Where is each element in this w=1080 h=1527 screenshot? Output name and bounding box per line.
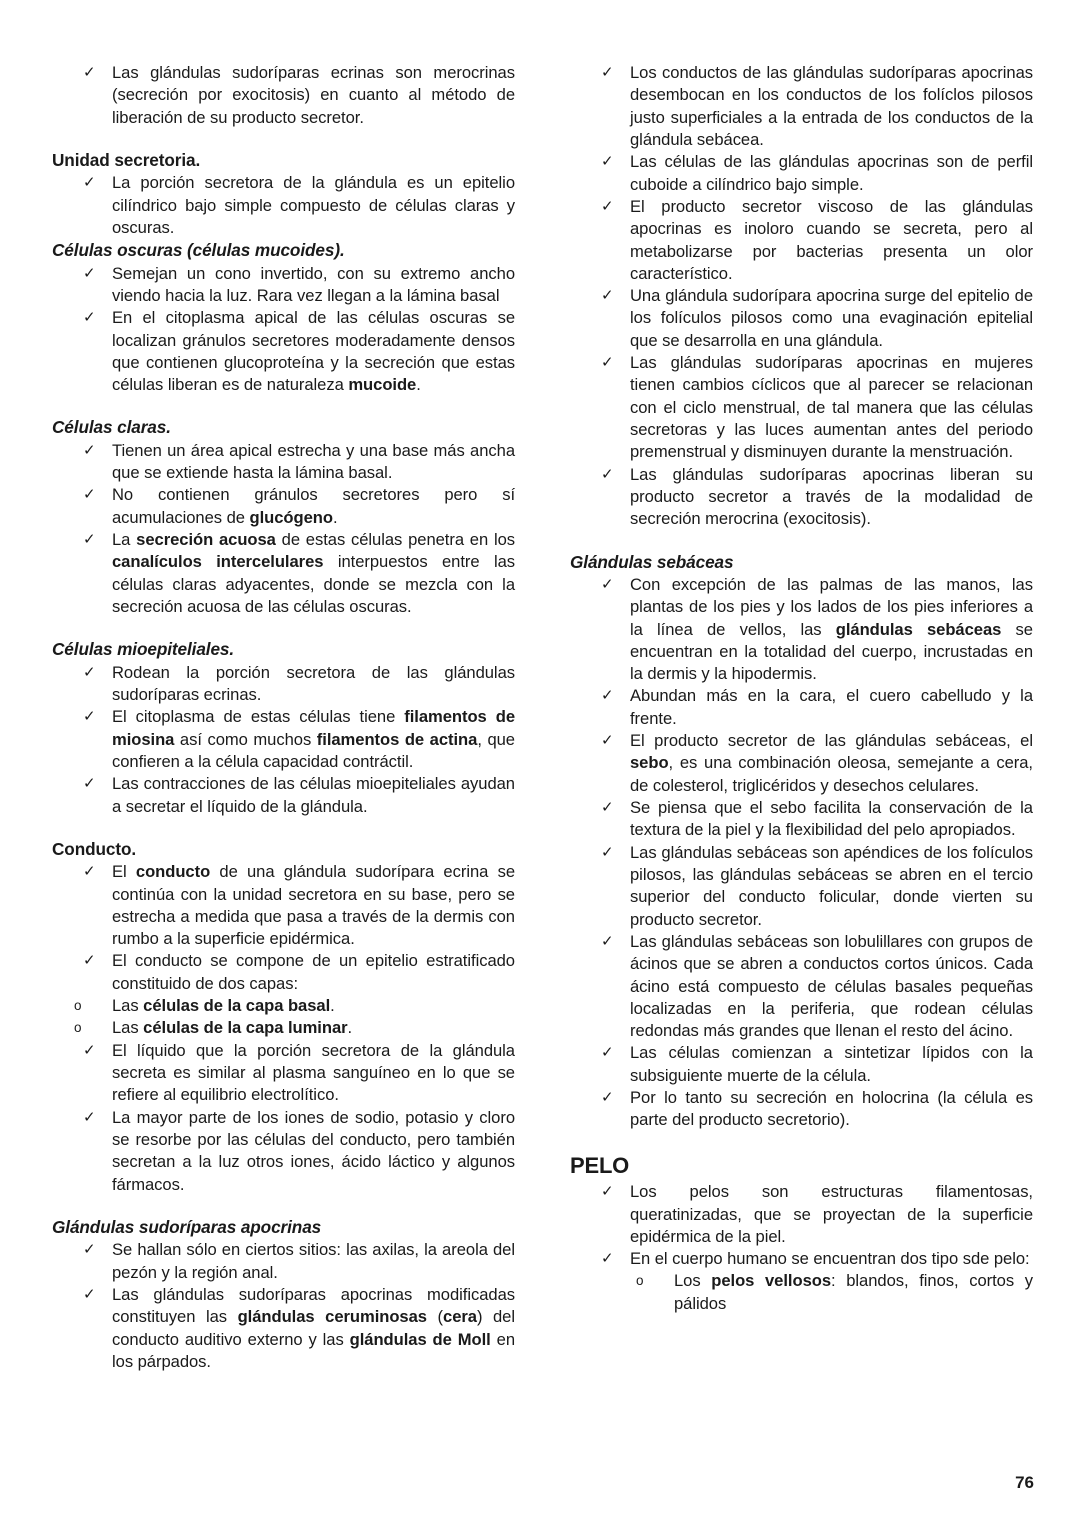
list-item-text: Las glándulas sudoríparas apocrinas modificadas constituyen las glándulas ceruminosas (cera) del conducto auditivo externo y las glándulas de Moll en los párpados.: [112, 1284, 515, 1371]
check-marker-icon: ✓: [601, 1250, 614, 1268]
list-item: [52, 1107, 515, 1196]
list-item-text: La porción secretora de la glándula es un epitelio cilíndrico bajo simple compuesto de células claras y oscuras.: [112, 173, 515, 237]
bullet-list: [52, 62, 515, 129]
check-marker-icon: ✓: [601, 687, 614, 705]
check-marker-icon: ✓: [83, 264, 96, 282]
check-marker-icon: ✓: [601, 1183, 614, 1201]
check-marker-icon: ✓: [601, 799, 614, 817]
check-marker-icon: ✓: [601, 843, 614, 861]
list-item-text: Con excepción de las palmas de las manos, las plantas de los pies y los lados de los pies inferiores a la línea de vellos, las glándulas sebáceas se encuentran en la totalidad del cuerpo, incrustadas en la dermis y la hipodermis.: [630, 574, 1033, 684]
list-item: [570, 1087, 1033, 1132]
list-item-text: El conducto se compone de un epitelio estratificado constituido de dos capas:: [112, 951, 515, 993]
emphasis-term: células de la capa basal: [143, 996, 331, 1016]
sub-bullet-list: [52, 995, 515, 1040]
list-item-text: Las glándulas sudoríparas apocrinas liberan su producto secretor a través de la modalidad de secreción merocrina (exocitosis).: [630, 464, 1033, 529]
check-marker-icon: ✓: [83, 1241, 96, 1259]
emphasis-term: glándulas ceruminosas: [237, 1307, 427, 1327]
emphasis-term: canalículos intercelulares: [112, 552, 324, 572]
list-item-text: Las glándulas sudoríparas ecrinas son merocrinas (secreción por exocitosis) en cuanto al método de liberación de su producto secretor.: [112, 63, 515, 127]
list-item: [52, 529, 515, 618]
list-item-text: El citoplasma de estas células tiene filamentos de miosina así como muchos filamentos de actina, que confieren a la célula capacidad contráctil.: [112, 707, 515, 771]
list-item-text: El conducto de una glándula sudorípara ecrina se continúa con la unidad secretora en su base, pero se estrecha a medida que pasa a través de la dermis con rumbo a la superficie epidérmica.: [112, 862, 515, 949]
list-item-text: En el citoplasma apical de las células oscuras se localizan gránulos secretores moderadamente densos que contienen glucoproteína y la secreción que estas células liberan es de naturaleza mucoide.: [112, 308, 515, 395]
list-item-text: El líquido que la porción secretora de la glándula secreta es similar al plasma sanguíneo en lo que se refiere al equilibrio electrolítico.: [112, 1040, 515, 1105]
check-marker-icon: ✓: [601, 64, 614, 81]
list-item: [52, 1284, 515, 1373]
emphasis-term: glándulas sebáceas: [835, 619, 1002, 639]
emphasis-term: conducto: [135, 862, 211, 882]
section-heading: PELO: [570, 1152, 630, 1178]
list-item-text: No contienen gránulos secretores pero sí acumulaciones de glucógeno.: [112, 485, 515, 527]
check-marker-icon: ✓: [601, 1089, 614, 1107]
bullet-list: [570, 1181, 1033, 1270]
sub-list-item: [52, 1017, 515, 1039]
vertical-spacer: [52, 396, 515, 416]
emphasis-term: filamentos de miosina: [112, 707, 515, 749]
list-item-text: Semejan un cono invertido, con su extremo ancho viendo hacia la luz. Rara vez llegan a la lámina basal: [112, 263, 515, 305]
emphasis-term: mucoide: [348, 375, 417, 395]
nested-list-wrapper: [570, 1270, 1033, 1315]
list-item-text: La mayor parte de los iones de sodio, potasio y cloro se resorbe por las células del conducto, pero también secretan a la luz otros iones, ácido láctico y algunos fármacos.: [112, 1107, 515, 1194]
list-item: [570, 685, 1033, 730]
list-item: [570, 196, 1033, 285]
list-item-text: Por lo tanto su secreción en holocrina (la célula es parte del producto secretorio).: [630, 1088, 1033, 1130]
list-item: [52, 484, 515, 529]
list-item: [570, 730, 1033, 797]
list-item-text: Una glándula sudorípara apocrina surge del epitelio de los folículos pilosos como una evaginación epitelial que se desarrolla en una glándula.: [630, 286, 1033, 350]
list-item: [570, 464, 1033, 531]
section-heading: Unidad secretoria.: [52, 149, 201, 170]
list-item-text: Las contracciones de las células mioepiteliales ayudan a secretar el líquido de la glándula.: [112, 774, 515, 816]
check-marker-icon: ✓: [601, 932, 614, 950]
list-item-text: Tienen un área apical estrecha y una base más ancha que se extiende hasta la lámina basal.: [112, 440, 515, 483]
emphasis-term: cera: [443, 1307, 477, 1327]
check-marker-icon: ✓: [83, 486, 96, 504]
vertical-spacer: [52, 129, 515, 149]
list-item-text: Los conductos de las glándulas sudoríparas apocrinas desembocan en los conductos de los folíclos pilosos justo superficiales a la entrada de los conductos de la glándula sebácea.: [630, 63, 1033, 149]
section-heading: Conducto.: [52, 838, 137, 859]
circle-marker-icon: o: [74, 1020, 82, 1036]
list-item: [52, 440, 515, 485]
check-marker-icon: ✓: [83, 952, 96, 970]
list-item: [570, 1042, 1033, 1087]
check-marker-icon: ✓: [83, 441, 96, 459]
check-marker-icon: ✓: [83, 863, 96, 881]
section-heading: Células mioepiteliales.: [52, 639, 235, 660]
check-marker-icon: ✓: [601, 153, 614, 171]
list-item: [52, 706, 515, 773]
check-marker-icon: ✓: [83, 775, 96, 793]
list-item: [52, 861, 515, 950]
check-marker-icon: ✓: [601, 287, 614, 305]
list-item: [52, 172, 515, 239]
emphasis-term: filamentos de actina: [316, 729, 478, 749]
sub-list-item: [52, 995, 515, 1017]
list-item-text: La secreción acuosa de estas células penetra en los canalículos intercelulares interpuestos entre las células claras adyacentes, donde se mezcla con la secreción acuosa de las células oscuras.: [112, 530, 516, 617]
list-item-text: Los pelos son estructuras filamentosas, queratinizadas, que se proyectan de la superficie epidérmica de la piel.: [630, 1182, 1033, 1246]
check-marker-icon: ✓: [601, 197, 614, 215]
bullet-list: [52, 263, 515, 397]
section-heading: Glándulas sebáceas: [570, 551, 734, 572]
vertical-spacer: [52, 618, 515, 638]
bullet-list: [52, 662, 515, 818]
list-item: [570, 931, 1033, 1043]
bullet-list: [570, 62, 1033, 531]
list-item-text: Las células de las glándulas apocrinas son de perfil cuboide a cilíndrico bajo simple.: [630, 152, 1033, 194]
bullet-list: [52, 1040, 515, 1196]
list-item: [570, 797, 1033, 842]
list-item-text: Abundan más en la cara, el cuero cabelludo y la frente.: [630, 686, 1033, 728]
vertical-spacer: [52, 818, 515, 838]
list-item: [52, 1040, 515, 1107]
list-item: [570, 352, 1033, 464]
emphasis-term: glucógeno: [249, 507, 333, 527]
list-item-text: Las células de la capa basal.: [112, 996, 335, 1016]
bullet-list: [570, 574, 1033, 1132]
emphasis-term: glándulas de Moll: [349, 1329, 491, 1349]
check-marker-icon: ✓: [83, 1041, 96, 1059]
emphasis-term: secreción acuosa: [136, 530, 276, 550]
two-column-layout: [52, 62, 1035, 1373]
list-item: [570, 842, 1033, 931]
check-marker-icon: ✓: [83, 309, 96, 327]
emphasis-term: sebo: [630, 753, 669, 773]
circle-marker-icon: o: [74, 998, 82, 1014]
list-item: [52, 62, 515, 129]
list-item-text: Se piensa que el sebo facilita la conservación de la textura de la piel y la flexibilidad del pelo apropiados.: [630, 798, 1033, 840]
emphasis-term: pelos vellosos: [711, 1271, 832, 1291]
section-heading: Glándulas sudoríparas apocrinas: [52, 1216, 322, 1237]
check-marker-icon: ✓: [83, 174, 96, 192]
list-item: [570, 574, 1033, 686]
list-item-text: Las células comienzan a sintetizar lípidos con la subsiguiente muerte de la célula.: [630, 1043, 1033, 1085]
list-item: [52, 1239, 515, 1284]
bullet-list: [52, 172, 515, 239]
check-marker-icon: ✓: [601, 465, 614, 483]
list-item: [52, 773, 515, 818]
check-marker-icon: ✓: [83, 708, 96, 726]
list-item: [570, 1248, 1033, 1270]
list-item: [52, 263, 515, 308]
circle-marker-icon: o: [636, 1273, 644, 1289]
check-marker-icon: ✓: [601, 354, 614, 372]
page-number: 76: [1015, 1473, 1034, 1492]
list-item: [570, 62, 1033, 151]
bullet-list: [52, 440, 515, 619]
emphasis-term: células de la capa luminar: [143, 1018, 348, 1038]
vertical-spacer: [570, 531, 1033, 551]
bullet-list: [52, 861, 515, 995]
section-heading: Células claras.: [52, 417, 171, 438]
list-item-text: Los pelos vellosos: blandos, finos, cortos y pálidos: [674, 1271, 1033, 1313]
list-item-text: Las glándulas sebáceas son lobulillares con grupos de ácinos que se abren a conductos cortos únicos. Cada ácino está compuesto de células basales pequeñas localizadas en la periferia, que rodean células redondas más grandes que llenan el resto del ácino.: [630, 931, 1033, 1041]
check-marker-icon: ✓: [83, 1108, 96, 1126]
check-marker-icon: ✓: [83, 1285, 96, 1303]
list-item-text: El producto secretor de las glándulas sebáceas, el sebo, es una combinación oleosa, semejante a cera, de colesterol, triglicéridos y desechos celulares.: [630, 731, 1033, 795]
check-marker-icon: ✓: [83, 531, 96, 549]
sub-list-item: [614, 1270, 1033, 1315]
vertical-spacer: [52, 1196, 515, 1216]
list-item: [52, 307, 515, 396]
list-item-text: Se hallan sólo en ciertos sitios: las axilas, la areola del pezón y la región anal.: [112, 1240, 515, 1282]
list-item: [570, 151, 1033, 196]
bullet-list: [52, 1239, 515, 1373]
check-marker-icon: ✓: [83, 663, 96, 681]
list-item-text: Las células de la capa luminar.: [112, 1018, 353, 1038]
left-text-column: [52, 62, 515, 1373]
section-heading: Células oscuras (células mucoides).: [52, 240, 345, 261]
right-text-column: [570, 62, 1033, 1315]
check-marker-icon: ✓: [601, 732, 614, 750]
list-item-text: Las glándulas sudoríparas apocrinas en mujeres tienen cambios cíclicos que al parecer se relacionan con el ciclo menstrual, de tal manera que las células secretoras y las luces aumentan antes del periodo premenstrual y disminuyen durante la menstruación.: [630, 353, 1033, 462]
list-item: [52, 662, 515, 707]
list-item: [570, 285, 1033, 352]
check-marker-icon: ✓: [83, 64, 96, 81]
list-item-text: En el cuerpo humano se encuentran dos tipo sde pelo:: [630, 1249, 1030, 1269]
list-item: [52, 950, 515, 995]
list-item-text: Rodean la porción secretora de las glándulas sudoríparas ecrinas.: [112, 662, 515, 704]
check-marker-icon: ✓: [601, 1044, 614, 1062]
list-item-text: Las glándulas sebáceas son apéndices de los folículos pilosos, las glándulas sebáceas se abren en el tercio superior del conducto folicular, donde vierten su producto secretor.: [630, 842, 1033, 929]
list-item-text: El producto secretor viscoso de las glándulas apocrinas es inoloro cuando se secreta, pero al metabolizarse por bacterias presenta un olor característico.: [630, 196, 1033, 283]
check-marker-icon: ✓: [601, 575, 614, 593]
vertical-spacer: [570, 1132, 1033, 1152]
list-item: [570, 1181, 1033, 1248]
sub-bullet-list: [614, 1270, 1033, 1315]
